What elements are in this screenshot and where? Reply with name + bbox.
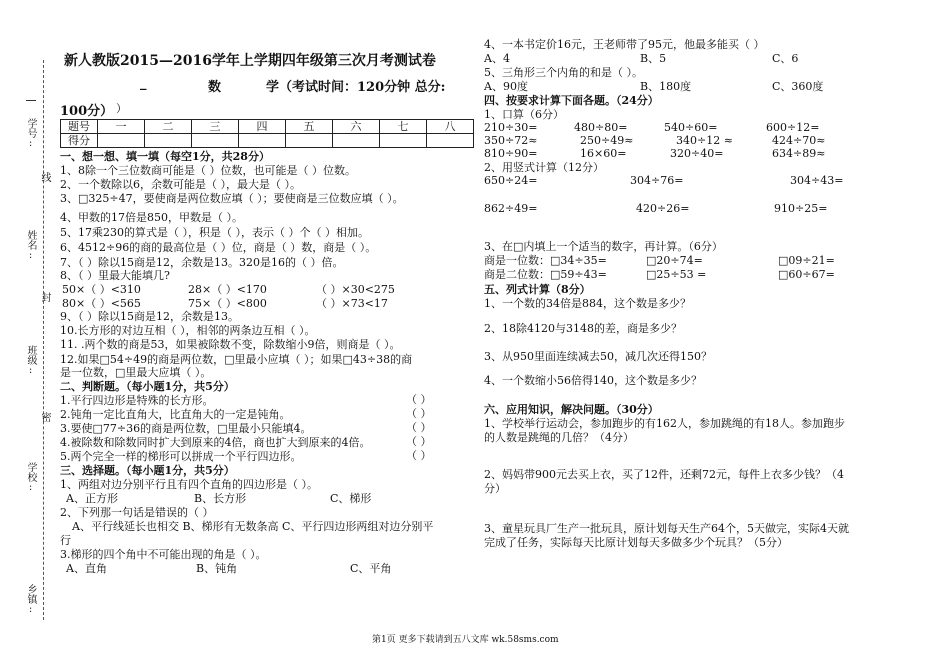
fill-calc-item: □09÷21= — [778, 254, 835, 267]
choice-option: B、180度 — [640, 80, 692, 93]
choice-question: 1、两组对边分别平行且有四个直角的四边形是（ ）。 — [60, 478, 318, 491]
word-problem: 4、一个数缩小56倍得140，这个数是多少？ — [484, 374, 702, 387]
table-cell: 四 — [239, 120, 286, 134]
question-line: 12.如果□54÷49的商是两位数，□里最小应填（ ）；如果□43÷38的商 — [60, 353, 413, 366]
score-input-cell[interactable] — [427, 134, 474, 148]
judge-item: 3.要使□77÷36的商是两位数，□里最小只能填4。 — [60, 422, 312, 435]
choice-option: B、5 — [640, 52, 667, 65]
binding-seal: 封 — [39, 292, 50, 302]
choice-question: 2、下列那一句话是错误的（ ） — [60, 506, 214, 519]
score-table-header-row — [61, 120, 474, 134]
inequality-item: 75×（ ）<800 — [188, 297, 267, 310]
answer-paren[interactable]: （ ） — [406, 407, 432, 420]
vertical-calc-item: 304÷76= — [630, 174, 684, 187]
choice-option: A、90度 — [484, 80, 528, 93]
oral-item: 540÷60= — [664, 121, 718, 134]
application-problem: 1、学校举行运动会，参加跑步的有162人，参加跳绳的有18人。参加跑步 — [484, 417, 845, 430]
binding-dash — [26, 100, 36, 101]
fill-calc-item: □60÷67= — [778, 268, 835, 281]
oral-item: 810÷90= — [484, 147, 538, 160]
question-line: 是一位数，□里最大应填（ ）。 — [60, 366, 212, 379]
question-line: 1、8除一个三位数商可能是（ ）位数，也可能是（ ）位数。 — [60, 164, 356, 177]
oral-item: 320÷40= — [670, 147, 724, 160]
section-6-heading: 六、应用知识，解决问题。（30分） — [484, 403, 659, 416]
sub-heading: 3、在□内填上一个适当的数字，再计算。（6分） — [484, 240, 723, 253]
table-cell: 一 — [98, 120, 145, 134]
choice-option: C、平角 — [350, 562, 392, 575]
choice-question: 4、一本书定价16元，王老师带了95元，他最多能买（ ） — [484, 38, 765, 51]
subtitle-paren: ） — [116, 102, 127, 115]
score-input-cell[interactable] — [145, 134, 192, 148]
table-cell: 三 — [192, 120, 239, 134]
word-problem: 1、一个数的34倍是884，这个数是多少？ — [484, 297, 691, 310]
oral-item: 210÷30= — [484, 121, 538, 134]
binding-school-id: 学号: — [25, 118, 36, 149]
score-input-cell[interactable] — [239, 134, 286, 148]
table-cell: 题号 — [61, 120, 98, 134]
subtitle-blank: _ — [140, 76, 147, 91]
sub-heading: 1、口算（6分） — [484, 108, 564, 121]
page-title: 新人教版2015—2016学年上学期四年级第三次月考测试卷 — [64, 53, 436, 69]
inequality-item: （ ）×30<275 — [316, 283, 395, 296]
application-problem: 分） — [484, 482, 506, 495]
question-line: 8、（ ）里最大能填几? — [60, 269, 170, 282]
oral-item: 350÷72≈ — [484, 134, 538, 147]
oral-item: 634÷89≈ — [772, 147, 826, 160]
score-table — [60, 119, 474, 148]
score-input-cell[interactable] — [192, 134, 239, 148]
oral-item: 16×60= — [580, 147, 627, 160]
binding-name: 姓名: — [25, 230, 36, 261]
oral-item: 424÷70≈ — [772, 134, 826, 147]
question-line: 11. .两个数的商是53，如果被除数不变，除数缩小9倍，则商是（ ）。 — [60, 338, 401, 351]
choice-option: C、梯形 — [330, 492, 372, 505]
choice-question: 5、三角形三个内角的和是（ ）。 — [484, 66, 643, 79]
vertical-calc-item: 304÷43= — [790, 174, 844, 187]
subtitle-total: 100分） — [60, 104, 114, 119]
judge-item: 1.平行四边形是特殊的长方形。 — [60, 394, 214, 407]
question-line: 3、□325÷47，要使商是两位数应填（ ）；要使商是三位数应填（ ）。 — [60, 192, 404, 205]
application-problem: 完成了任务，实际每天比原计划每天多做多少个玩具？（5分） — [484, 536, 788, 549]
answer-paren[interactable]: （ ） — [406, 435, 432, 448]
table-cell: 七 — [380, 120, 427, 134]
question-line: 10.长方形的对边互相（ ），相邻的两条边互相（ ）。 — [60, 324, 316, 337]
word-problem: 2、18除4120与3148的差，商是多少？ — [484, 322, 682, 335]
application-problem: 2、妈妈带900元去买上衣，买了12件，还剩72元，每件上衣多少钱？（4 — [484, 468, 844, 481]
choice-option: C、6 — [772, 52, 799, 65]
section-1-heading: 一、想一想、填一填（每空1分，共28分） — [60, 150, 270, 163]
oral-item: 250÷49≈ — [580, 134, 634, 147]
choice-option: A、直角 — [66, 562, 107, 575]
choice-option: B、钝角 — [196, 562, 238, 575]
section-5-heading: 五、列式计算（8分） — [484, 283, 591, 296]
section-2-heading: 二、判断题。（每小题1分，共5分） — [60, 380, 235, 393]
vertical-calc-item: 420÷26= — [636, 202, 690, 215]
table-cell: 得分 — [61, 134, 98, 148]
choice-option: A、正方形 — [66, 492, 118, 505]
choice-option: A、平行线延长也相交 B、梯形有无数条高 C、平行四边形两组对边分别平 — [72, 520, 434, 533]
inequality-item: 80×（ ）<565 — [62, 297, 141, 310]
judge-item: 4.被除数和除数同时扩大到原来的4倍，商也扩大到原来的4倍。 — [60, 436, 371, 449]
question-line: 6、4512÷96的商的最高位是（ ）位，商是（ ）数，商是（ ）。 — [60, 241, 377, 254]
answer-paren[interactable]: （ ） — [406, 421, 432, 434]
subtitle-subject: 数 — [208, 80, 222, 95]
binding-line — [43, 60, 44, 620]
choice-option: A、4 — [484, 52, 510, 65]
vertical-calc-item: 862÷49= — [484, 202, 538, 215]
score-input-cell[interactable] — [380, 134, 427, 148]
section-3-heading: 三、选择题。（每小题1分，共5分） — [60, 464, 235, 477]
binding-seal2: 密 — [39, 412, 50, 422]
inequality-item: 50×（ ）<310 — [62, 283, 141, 296]
answer-paren[interactable]: （ ） — [406, 449, 432, 462]
binding-seal-line: 线 — [39, 172, 50, 182]
score-input-cell[interactable] — [333, 134, 380, 148]
table-cell: 五 — [286, 120, 333, 134]
oral-item: 340÷12 ≈ — [676, 134, 733, 147]
oral-item: 600÷12= — [766, 121, 820, 134]
choice-question: 3.梯形的四个角中不可能出现的角是（ ）。 — [60, 548, 267, 561]
inequality-item: 28×（ ）<170 — [188, 283, 267, 296]
page-footer: 第1页 更多下载请到五八文库 wk.58sms.com — [372, 635, 559, 645]
table-cell: 六 — [333, 120, 380, 134]
subtitle-time: 学（考试时间：120分钟 总分: — [266, 80, 446, 95]
sub-heading: 2、用竖式计算（12分） — [484, 161, 604, 174]
oral-item: 480÷80= — [574, 121, 628, 134]
word-problem: 3、从950里面连续减去50，减几次还得150？ — [484, 350, 712, 363]
application-problem: 的人数是跳绳的几倍？（4分） — [484, 431, 634, 444]
choice-option: C、360度 — [772, 80, 824, 93]
score-input-cell[interactable] — [98, 134, 145, 148]
binding-town: 乡镇: — [25, 584, 36, 615]
fill-calc-item: □25÷53 = — [646, 268, 707, 281]
vertical-calc-item: 910÷25= — [774, 202, 828, 215]
fill-calc-item: 商是二位数：□59÷43= — [484, 268, 607, 281]
score-input-cell[interactable] — [286, 134, 333, 148]
binding-class: 班级: — [25, 345, 36, 376]
question-line: 7、（ ）除以15商是12，余数是13。320是16的（ ）倍。 — [60, 256, 344, 269]
judge-item: 5.两个完全一样的梯形可以拼成一个平行四边形。 — [60, 450, 302, 463]
answer-paren[interactable]: （ ） — [406, 393, 432, 406]
fill-calc-item: □20÷74= — [646, 254, 703, 267]
inequality-item: （ ）×73<17 — [316, 297, 388, 310]
vertical-calc-item: 650÷24= — [484, 174, 538, 187]
section-4-heading: 四、按要求计算下面各题。（24分） — [484, 94, 659, 107]
choice-option: B、长方形 — [194, 492, 247, 505]
table-cell: 二 — [145, 120, 192, 134]
question-line: 9、（ ）除以15商是12，余数是13。 — [60, 310, 239, 323]
question-line: 4、甲数的17倍是850，甲数是（ ）。 — [60, 211, 243, 224]
judge-item: 2.钝角一定比直角大，比直角大的一定是钝角。 — [60, 408, 291, 421]
fill-calc-item: 商是一位数：□34÷35= — [484, 254, 607, 267]
choice-option: 行 — [60, 534, 71, 547]
score-table-score-row — [61, 134, 474, 148]
table-cell: 八 — [427, 120, 474, 134]
question-line: 2、一个数除以6，余数可能是（ ），最大是（ ）。 — [60, 178, 301, 191]
binding-school: 学校: — [25, 462, 36, 493]
question-line: 5、17乘230的算式是（ ），积是（ ），表示（ ）个（ ）相加。 — [60, 226, 369, 239]
application-problem: 3、童星玩具厂生产一批玩具，原计划每天生产64个，5天做完，实际4天就 — [484, 522, 849, 535]
